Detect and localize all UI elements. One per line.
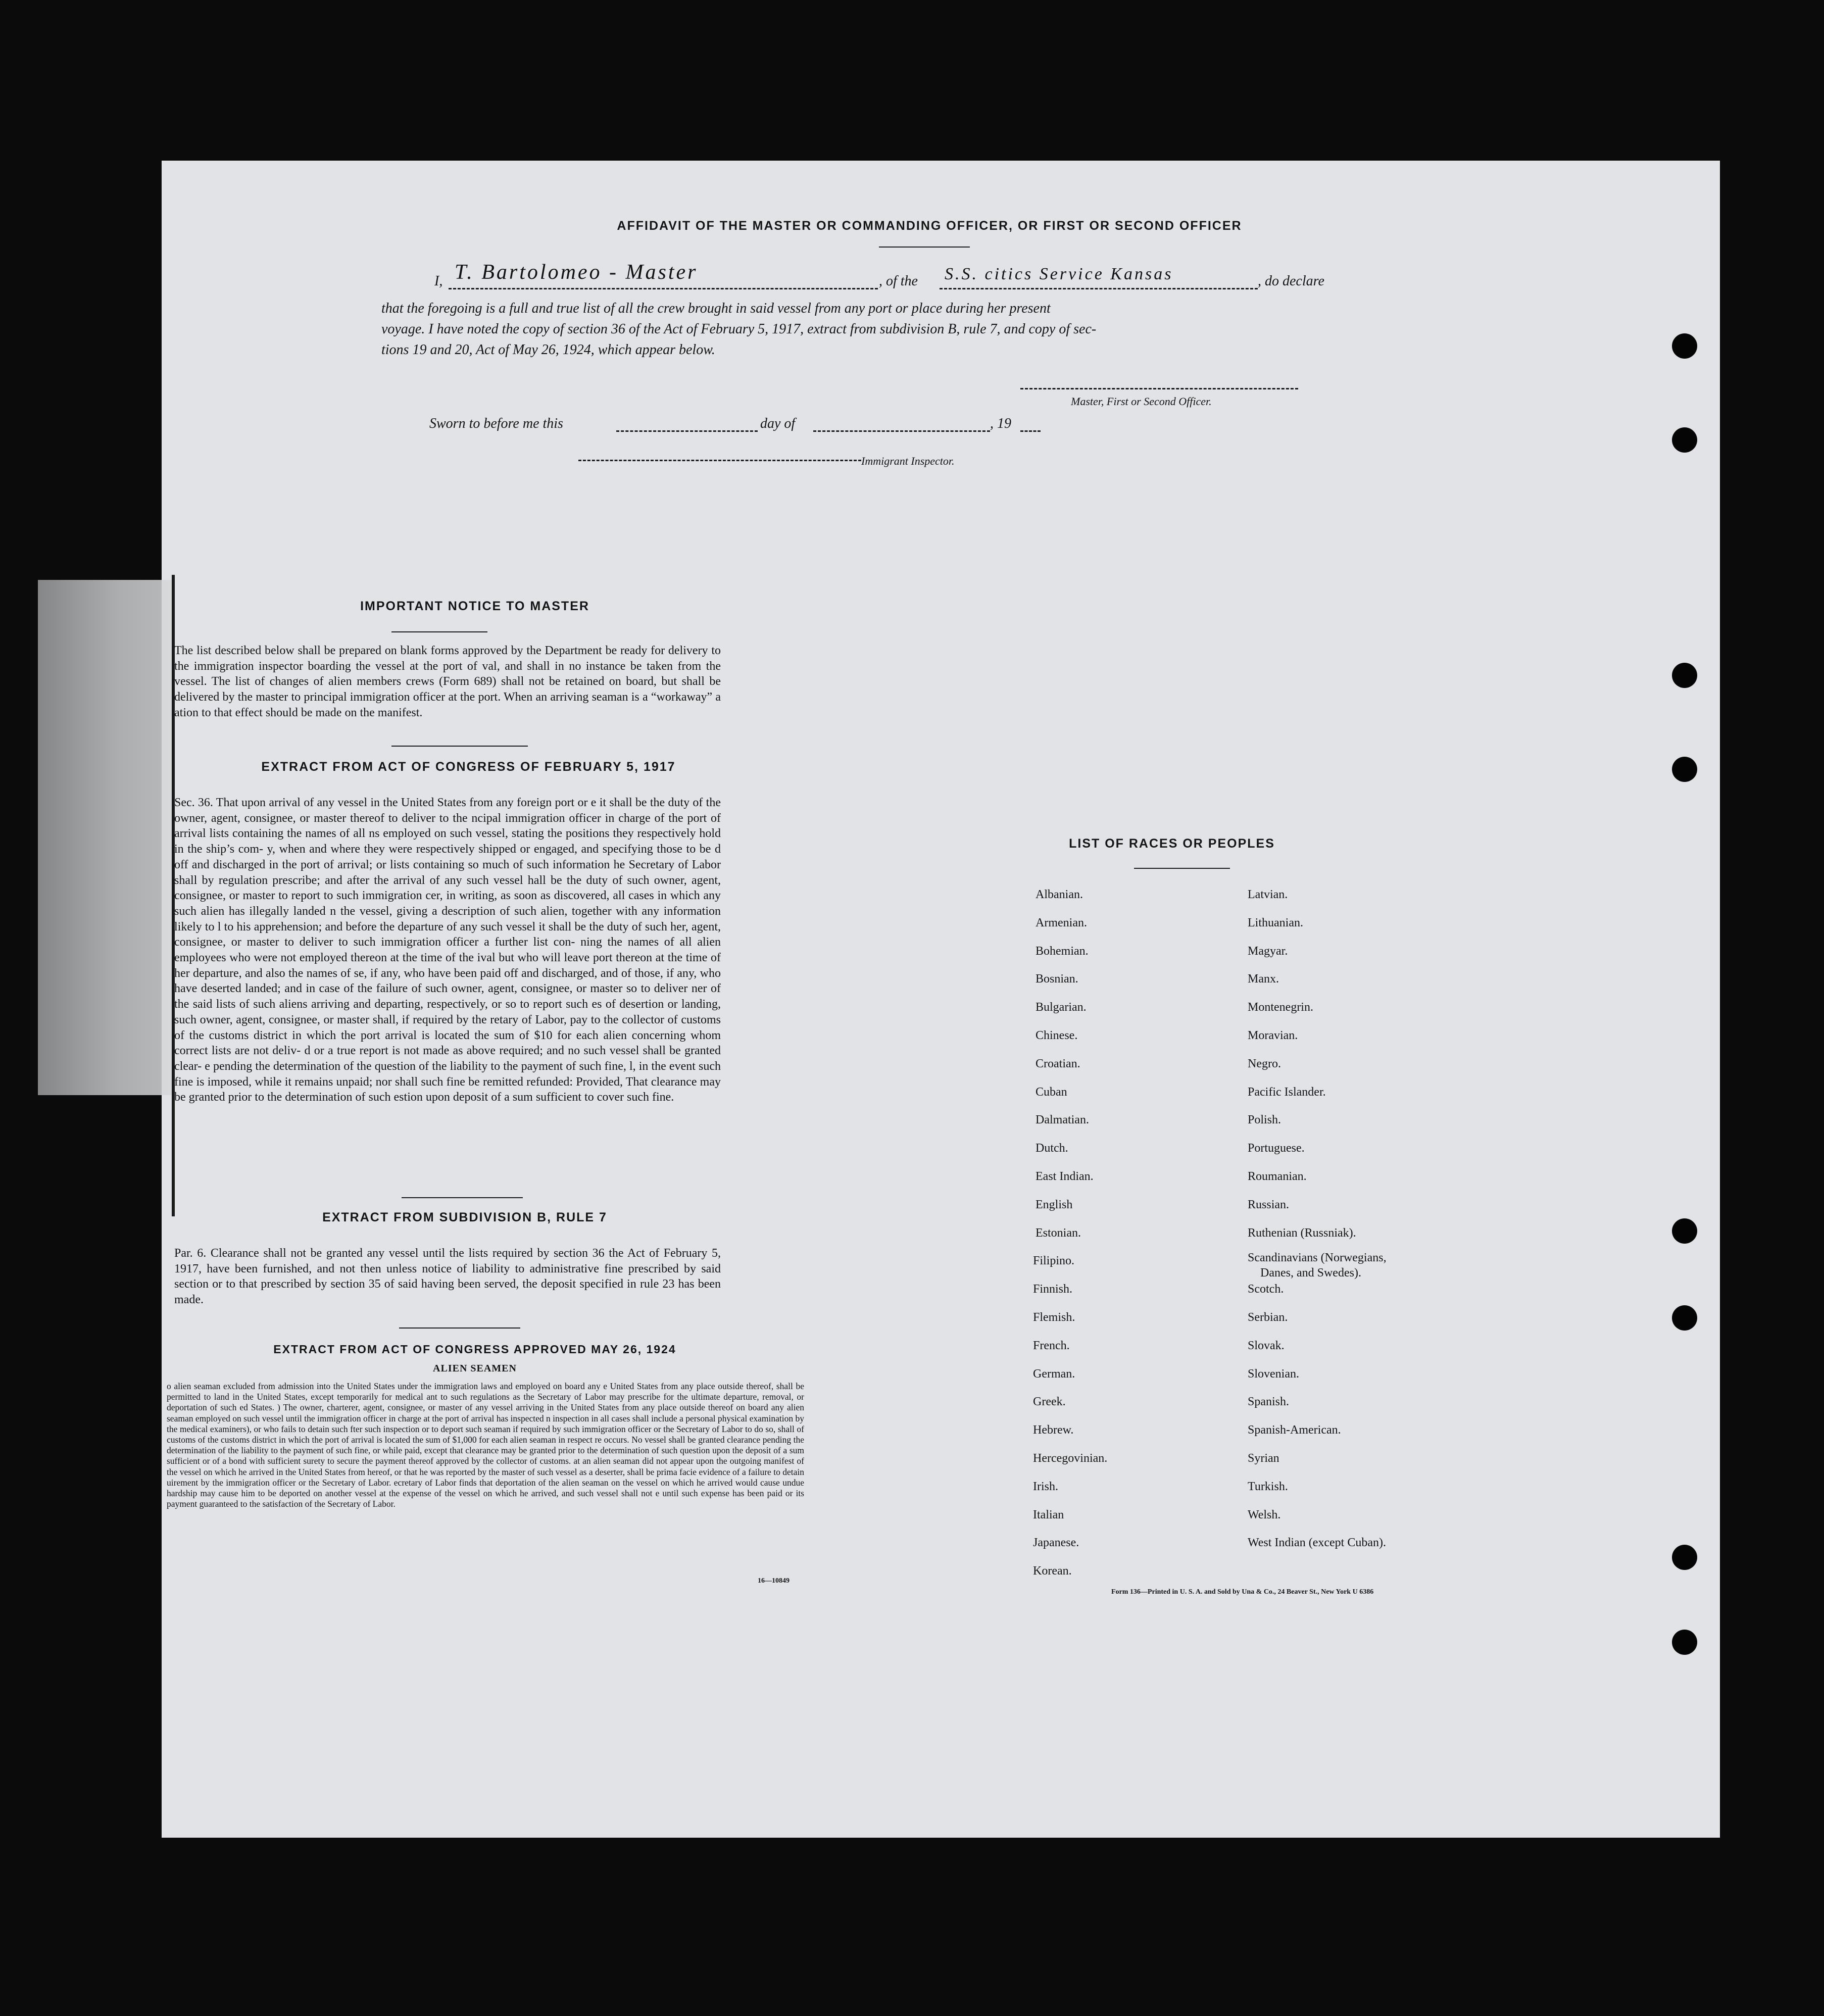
scan-shadow-strip (38, 580, 172, 1095)
race-item: Chinese. (1036, 1029, 1078, 1042)
race-item: Spanish-American. (1248, 1423, 1341, 1437)
race-item: Roumanian. (1248, 1170, 1307, 1183)
race-item: Slovenian. (1248, 1367, 1299, 1381)
race-item: Syrian (1248, 1452, 1279, 1465)
race-item: Serbian. (1248, 1311, 1288, 1324)
race-item: Hebrew. (1033, 1423, 1074, 1437)
race-item: Pacific Islander. (1248, 1085, 1326, 1099)
sworn-date-dotted-line (616, 430, 758, 432)
subdivision-body: Par. 6. Clearance shall not be granted any vessel until the lists required by section 36 the Act of February 5, 1917, have been furnished, and not then unless notice of liability to administrative fine prescribed by said section or to that prescribed by section 35 of said having been served, the deposit specified in rule 23 has been made. (174, 1247, 721, 1307)
race-item: Slovak. (1248, 1339, 1285, 1352)
sworn-year-dotted-line (1020, 430, 1041, 432)
race-item: Negro. (1248, 1057, 1281, 1070)
binder-hole (1672, 757, 1697, 782)
extract-1924-subheading: ALIEN SEAMEN (433, 1363, 517, 1374)
subdivision-heading: EXTRACT FROM SUBDIVISION B, RULE 7 (322, 1210, 607, 1224)
race-item: Danes, and Swedes). (1260, 1266, 1361, 1280)
race-item: Estonian. (1036, 1226, 1081, 1240)
signature-caption: Master, First or Second Officer. (1071, 395, 1212, 408)
inspector-dotted-line (578, 460, 861, 461)
binder-hole (1672, 1545, 1697, 1570)
race-item: Scotch. (1248, 1283, 1284, 1296)
race-item: Magyar. (1248, 944, 1288, 958)
affidavit-suffix: , do declare (1258, 273, 1324, 289)
race-item: Russian. (1248, 1198, 1290, 1211)
extract-1924-body: o alien seaman excluded from admission into the United States under the immigration laws and employed on board any e United States from any place outside thereof, shall be permitted to land in the United States, except temporarily for medical ant to such regulations as the Secretary of Labor may prescribe for the ultimate departure, removal, or deportation of such ed States. ) The owner, charterer, agent, consignee, or master of any vessel arriving in the United States from any place outside thereof on board any alien seaman employed on such vessel until the immigration officer in charge at the port of arrival has inspected n inspection in all cases shall include a personal physical examination by the medical examiners), or who fails to detain such fter such inspection or to deport such seaman if required by such immigration officer or the Secretary of Labor to do so, shall of customs of the customs district in which the port of arrival is located the sum of $1,000 for each alien seaman in respect re occurs. No vessel shall be granted clearance pending the determination of the liability to the payment of such fine, or while paid, except that clearance may be granted prior to the determination of such question upon the deposit of a sum sufficient or of a bond with sufficient surety to secure the payment thereof approved by the collector of customs. at an alien seaman did not appear upon the outgoing manifest of the vessel on which he arrived in the United States from hereof, or that he was reported by the master of such vessel as a deserter, shall be prima facie evidence of a failure to detain uirement by the immigration officer or the Secretary of Labor. ecretary of Labor finds that deportation of the alien seaman on the vessel on which he arrived would cause undue hardship may cause him to be deported on another vessel at the expense of the vessel on which he arrived, and such vessel shall not e until such expense has been paid or its payment guaranteed to the satisfaction of the Secretary of Labor. (167, 1381, 804, 1509)
affidavit-line-4: tions 19 and 20, Act of May 26, 1924, which appear below. (381, 342, 715, 358)
affidavit-mid: , of the (879, 273, 918, 289)
race-item: German. (1033, 1367, 1075, 1381)
race-item: Montenegrin. (1248, 1001, 1313, 1014)
race-item: Croatian. (1036, 1057, 1080, 1070)
race-item: Albanian. (1036, 888, 1083, 901)
race-item: Ruthenian (Russniak). (1248, 1226, 1356, 1240)
race-item: Welsh. (1248, 1508, 1281, 1521)
race-item: Dalmatian. (1036, 1113, 1089, 1127)
binder-hole (1672, 663, 1697, 688)
affidavit-line-1 (434, 261, 1495, 296)
sworn-prefix: Sworn to before me this (429, 416, 563, 431)
race-item: Filipino. (1033, 1254, 1075, 1268)
race-item: Bohemian. (1036, 944, 1089, 958)
race-item: East Indian. (1036, 1170, 1094, 1183)
race-item: Armenian. (1036, 916, 1087, 929)
races-rule (1134, 868, 1230, 869)
vessel-dotted-line (940, 288, 1258, 289)
race-item: French. (1033, 1339, 1070, 1352)
race-item: Polish. (1248, 1113, 1281, 1127)
race-item: Italian (1033, 1508, 1064, 1521)
affidavit-heading-rule (879, 247, 970, 248)
race-item: Moravian. (1248, 1029, 1298, 1042)
race-item: Portuguese. (1248, 1142, 1305, 1155)
binder-hole (1672, 1630, 1697, 1655)
race-item: Finnish. (1033, 1283, 1073, 1296)
race-item: Latvian. (1248, 888, 1288, 901)
extract-1924-heading: EXTRACT FROM ACT OF CONGRESS APPROVED MAY 26, 1924 (273, 1343, 676, 1356)
notice-body: The list described below shall be prepared on blank forms approved by the Department be ready for delivery to the immigration inspector boarding the vessel at the port of val, and shall in no instance be taken from the vessel. The list of changes of alien members crews (Form 689) shall not be retained on board, but shall be delivered by the master to principal immigration officer at the port. When an arriving seaman is a “workaway” a ation to that effect should be made on the manifest. (174, 644, 721, 719)
race-item: Japanese. (1033, 1536, 1079, 1550)
binder-hole (1672, 333, 1697, 359)
affidavit-line-2: that the foregoing is a full and true list of all the crew brought in said vessel from any port or place during her present (381, 301, 1051, 316)
extract-1917-heading: EXTRACT FROM ACT OF CONGRESS OF FEBRUARY 5, 1917 (261, 760, 676, 774)
race-item: West Indian (except Cuban). (1248, 1536, 1386, 1550)
extract-1917-body: Sec. 36. That upon arrival of any vessel in the United States from any foreign port or e it shall be the duty of the owner, agent, consignee, or master thereof to deliver to the ncipal immigration officer in charge of the port of arrival lists containing the names of all ns employed on such vessel, stating the positions they respectively hold in the ship’s com- y, when and where they were respectively shipped or engaged, and specifying those to be d off and discharged in the port of arrival; or lists containing so much of such information he Secretary of Labor shall by regulation prescribe; and after the arrival of any such vessel hall be the duty of such owner, agent, consignee, or master to report to such immigration cer, in writing, as soon as discovered, all cases in which any such alien has illegally landed n the vessel, giving a description of such alien, together with any information likely to l to his apprehension; and before the departure of any such vessel it shall be the duty of such her, agent, consignee, or master to deliver to such immigration officer a further list con- ning the names of all alien employees who were not employed thereon at the time of the ival but who will leave port thereon at the time of her departure, and also the names of se, if any, who have been paid off and discharged, and of those, if any, who have deserted landed; and in case of the failure of such owner, agent, consignee, or master so to deliver ner of the said lists of such aliens arriving and departing, respectively, or so to report such es of desertion or landing, such owner, agent, consignee, or master shall, if required by the retary of Labor, pay to the collector of customs of the customs district in which the port arrival is located the sum of $10 for each alien concerning whom correct lists are not deliv- d or a true report is not made as above required; and no such vessel shall be granted clear- e pending the determination of the question of the liability to the payment of such fine, l, in the event such fine is imposed, while it remains unpaid; nor shall such fine be remitted refunded: Provided, That clearance may be granted prior to the determination of such estion upon deposit of a sum sufficient to cover such fine. (174, 796, 721, 1104)
sworn-line (429, 413, 1086, 438)
inspector-caption: Immigrant Inspector. (861, 455, 955, 467)
race-item: English (1036, 1198, 1073, 1211)
race-item: Irish. (1033, 1480, 1058, 1493)
sworn-month-dotted-line (813, 430, 990, 432)
notice-bottom-rule (391, 746, 528, 747)
race-item: Greek. (1033, 1395, 1066, 1409)
race-item: Turkish. (1248, 1480, 1288, 1493)
subdivision-rule (399, 1327, 520, 1329)
race-item: Lithuanian. (1248, 916, 1303, 929)
race-item: Korean. (1033, 1564, 1072, 1578)
form-footer: Form 136—Printed in U. S. A. and Sold by Una & Co., 24 Beaver St., New York U 6386 (1111, 1588, 1374, 1596)
notice-rule (391, 631, 487, 632)
name-dotted-line (449, 288, 878, 289)
race-item: Manx. (1248, 972, 1279, 986)
sworn-year-label: , 19 (990, 416, 1011, 431)
affidavit-line-3: voyage. I have noted the copy of section 36 of the Act of February 5, 1917, extract from subdivision B, rule 7, and copy of sec- (381, 321, 1097, 337)
race-item: Cuban (1036, 1085, 1067, 1099)
binder-hole (1672, 1218, 1697, 1244)
affidavit-heading: AFFIDAVIT OF THE MASTER OR COMMANDING OFFICER, OR FIRST OR SECOND OFFICER (617, 219, 1242, 233)
extract-1924-code: 16—10849 (758, 1577, 790, 1585)
handwritten-vessel-name: S.S. citics Service Kansas (945, 265, 1173, 283)
binder-hole (1672, 427, 1697, 453)
notice-heading: IMPORTANT NOTICE TO MASTER (360, 599, 589, 613)
race-item: Hercegovinian. (1033, 1452, 1108, 1465)
race-item: Flemish. (1033, 1311, 1075, 1324)
races-heading: LIST OF RACES OR PEOPLES (1069, 837, 1275, 851)
race-item: Dutch. (1036, 1142, 1068, 1155)
sworn-day-label: day of (760, 416, 796, 431)
binder-hole (1672, 1305, 1697, 1331)
race-item: Spanish. (1248, 1395, 1290, 1409)
race-item: Bulgarian. (1036, 1001, 1087, 1014)
race-item: Scandinavians (Norwegians, (1248, 1251, 1387, 1265)
signature-dotted-line (1020, 388, 1298, 389)
handwritten-master-name: T. Bartolomeo - Master (455, 261, 698, 284)
document-page (162, 161, 1720, 1838)
affidavit-prefix: I, (434, 273, 443, 289)
extract-1917-rule (402, 1197, 523, 1198)
race-item: Bosnian. (1036, 972, 1078, 986)
